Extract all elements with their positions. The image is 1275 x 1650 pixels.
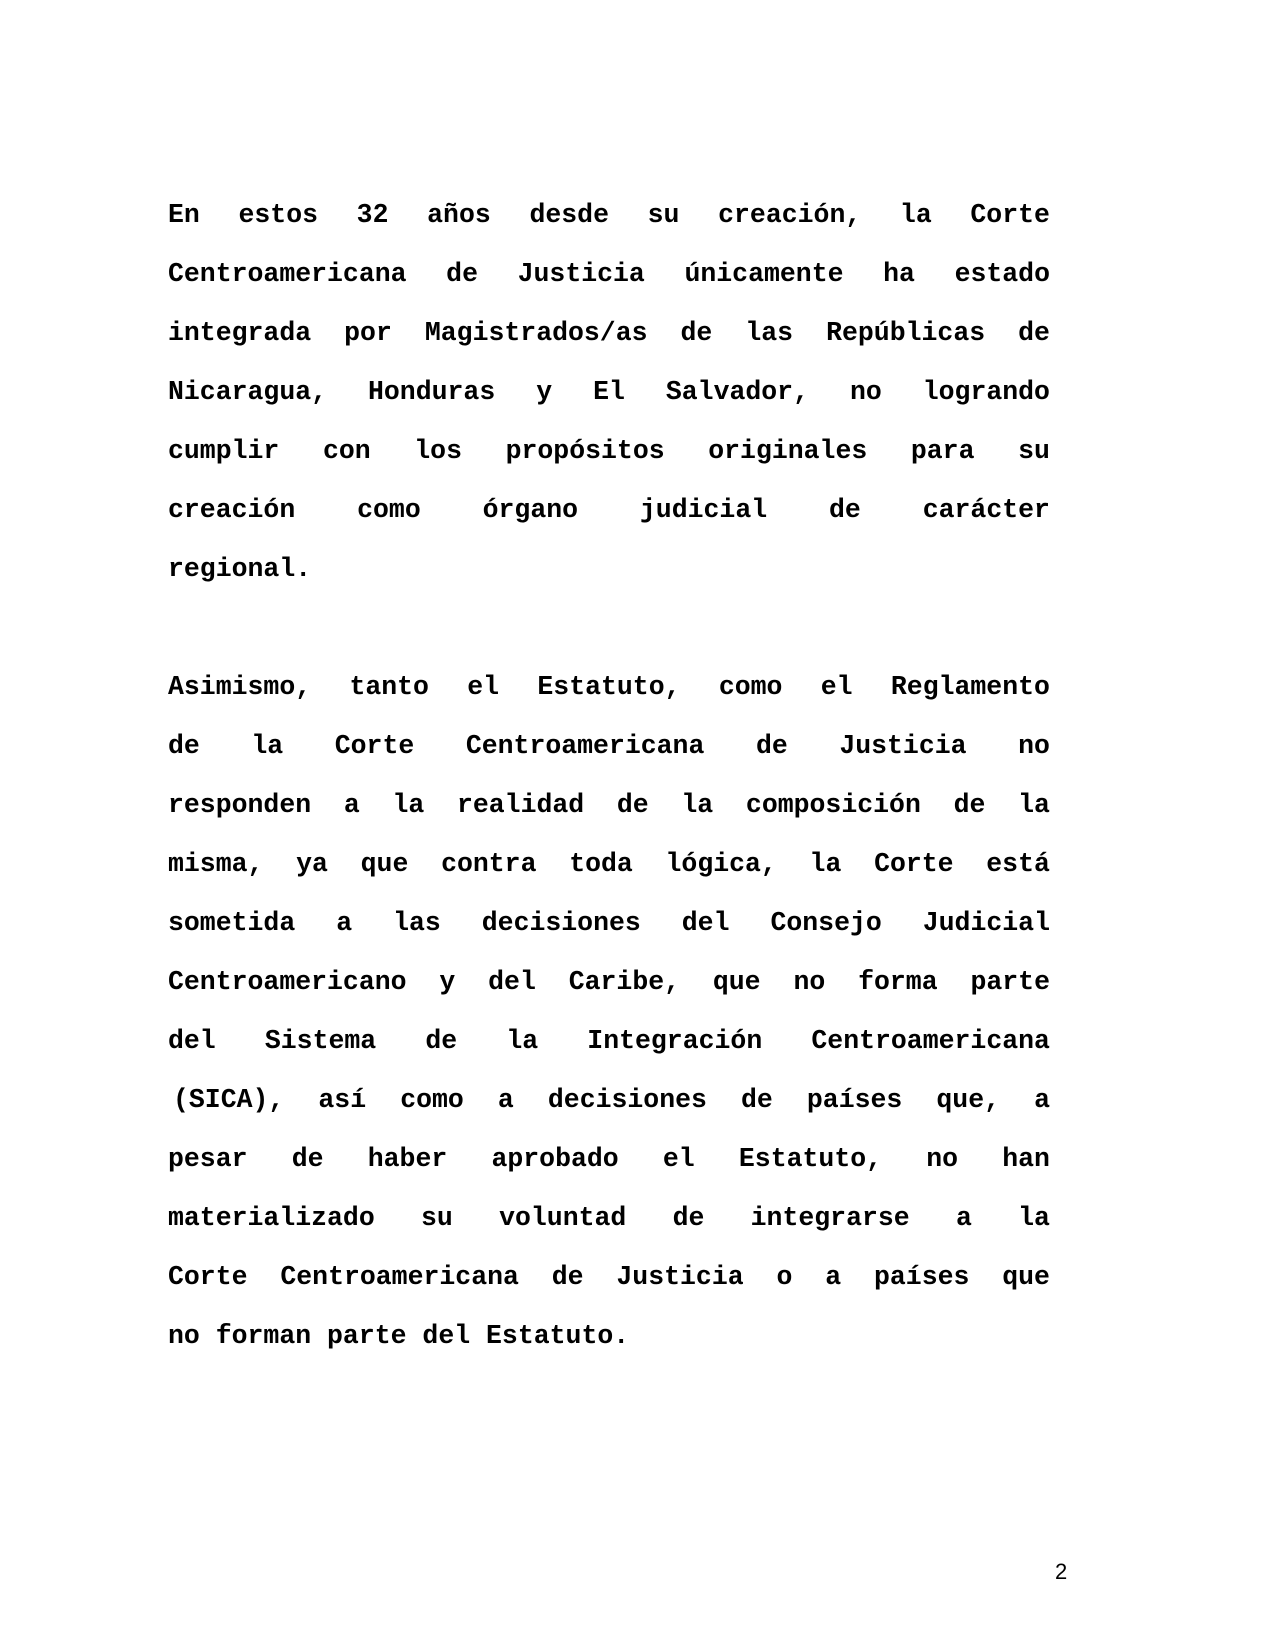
word: sometida bbox=[168, 908, 296, 938]
word: el bbox=[467, 672, 500, 702]
word: lógica, bbox=[665, 849, 777, 879]
word: Honduras bbox=[368, 377, 496, 407]
word: órgano bbox=[482, 495, 579, 525]
text-line bbox=[168, 776, 1050, 835]
word: creación bbox=[168, 495, 296, 525]
word: su bbox=[647, 200, 680, 230]
word: la bbox=[392, 790, 425, 820]
word: forman bbox=[215, 1321, 312, 1351]
word: En bbox=[168, 200, 200, 230]
word: Centroamericana bbox=[168, 259, 407, 289]
word: y bbox=[536, 377, 553, 407]
word: de bbox=[616, 790, 649, 820]
word: Centroamericano bbox=[168, 967, 407, 997]
word: Caribe, bbox=[568, 967, 681, 997]
word: originales bbox=[708, 436, 868, 466]
word: que bbox=[1002, 1262, 1050, 1292]
word: parte bbox=[970, 967, 1050, 997]
word: Judicial bbox=[922, 908, 1050, 938]
word: los bbox=[414, 436, 462, 466]
word: la bbox=[681, 790, 714, 820]
word: no bbox=[849, 377, 882, 407]
word: Salvador, bbox=[665, 377, 809, 407]
word: años bbox=[427, 200, 491, 230]
word: la bbox=[899, 200, 932, 230]
word: Corte bbox=[874, 849, 954, 879]
word: materializado bbox=[168, 1203, 375, 1233]
word: realidad bbox=[456, 790, 585, 820]
word: Corte bbox=[168, 1262, 248, 1292]
word: (SICA), bbox=[173, 1085, 285, 1115]
word: y bbox=[439, 967, 456, 997]
text-line bbox=[168, 953, 1050, 1012]
word: misma, bbox=[168, 849, 264, 879]
word: a bbox=[497, 1085, 514, 1115]
word: de bbox=[168, 731, 200, 761]
word: Asimismo, bbox=[168, 672, 312, 702]
word: Justicia bbox=[616, 1262, 744, 1292]
word: ya bbox=[296, 849, 328, 879]
word: contra bbox=[441, 849, 537, 879]
word: a bbox=[343, 790, 360, 820]
word: Justicia bbox=[839, 731, 967, 761]
word: no bbox=[1018, 731, 1050, 761]
word: Estatuto. bbox=[486, 1321, 630, 1351]
text-line bbox=[168, 363, 1050, 422]
word: han bbox=[1002, 1144, 1050, 1174]
word: países bbox=[806, 1085, 903, 1115]
word: logrando bbox=[922, 377, 1050, 407]
word: integrada bbox=[168, 318, 312, 348]
word: parte bbox=[327, 1321, 407, 1351]
text-line bbox=[168, 1012, 1050, 1071]
word: así bbox=[318, 1085, 367, 1115]
word: haber bbox=[367, 1144, 448, 1174]
word: decisiones bbox=[547, 1085, 707, 1115]
word: países bbox=[873, 1262, 970, 1292]
word: únicamente bbox=[684, 259, 844, 289]
page-number: 2 bbox=[1055, 1559, 1068, 1584]
word: a bbox=[1034, 1085, 1050, 1115]
word: Sistema bbox=[264, 1026, 377, 1056]
word: carácter bbox=[922, 495, 1050, 525]
word: de bbox=[551, 1262, 584, 1292]
word: forma bbox=[858, 967, 938, 997]
text-line bbox=[168, 1130, 1050, 1189]
text-line bbox=[168, 894, 1050, 953]
word: de bbox=[425, 1026, 458, 1056]
text-line bbox=[168, 1248, 1050, 1307]
word: de bbox=[291, 1144, 324, 1174]
word: que bbox=[360, 849, 409, 879]
word: toda bbox=[569, 849, 633, 879]
word: Centroamericana bbox=[465, 731, 705, 761]
word: estado bbox=[954, 259, 1050, 289]
word: el bbox=[820, 672, 853, 702]
word: a bbox=[955, 1203, 972, 1233]
word: Centroamericana bbox=[811, 1026, 1050, 1056]
word: composición bbox=[745, 790, 921, 820]
text-line bbox=[168, 1071, 1050, 1130]
word: de bbox=[1018, 318, 1050, 348]
word: voluntad bbox=[499, 1203, 627, 1233]
text-line bbox=[168, 481, 1050, 540]
word: propósitos bbox=[505, 436, 665, 466]
word: las bbox=[393, 908, 441, 938]
word: la bbox=[1018, 790, 1050, 820]
word: está bbox=[986, 849, 1050, 879]
text-line bbox=[168, 304, 1050, 363]
word: Repúblicas bbox=[826, 318, 986, 348]
word: como bbox=[400, 1085, 464, 1115]
word: su bbox=[421, 1203, 453, 1233]
text-line bbox=[168, 422, 1050, 481]
text-line bbox=[168, 245, 1050, 304]
word: decisiones bbox=[481, 908, 641, 938]
word: Consejo bbox=[770, 908, 882, 938]
word: del bbox=[422, 1321, 471, 1351]
word: Nicaragua, bbox=[168, 377, 328, 407]
word: su bbox=[1018, 436, 1050, 466]
word: 32 bbox=[356, 200, 389, 230]
word: con bbox=[322, 436, 371, 466]
word: Corte bbox=[970, 200, 1050, 230]
word: Reglamento bbox=[890, 672, 1050, 702]
word: no bbox=[793, 967, 826, 997]
word: no bbox=[926, 1144, 959, 1174]
word: del bbox=[168, 1026, 216, 1056]
word: del bbox=[488, 967, 536, 997]
text-line bbox=[168, 658, 1050, 717]
word: o bbox=[776, 1262, 793, 1292]
document-body bbox=[168, 186, 1050, 1366]
word: de bbox=[953, 790, 986, 820]
word: creación, bbox=[718, 200, 862, 230]
word: la bbox=[809, 849, 842, 879]
word: de bbox=[755, 731, 788, 761]
word: regional. bbox=[168, 554, 312, 584]
word: aprobado bbox=[491, 1144, 619, 1174]
word: tanto bbox=[349, 672, 429, 702]
word: de bbox=[680, 318, 713, 348]
paragraph bbox=[168, 658, 1050, 1366]
word: responden bbox=[168, 790, 312, 820]
word: para bbox=[910, 436, 975, 466]
word: ha bbox=[883, 259, 915, 289]
word: Magistrados/as bbox=[424, 318, 648, 348]
word: Estatuto, bbox=[537, 672, 681, 702]
word: las bbox=[745, 318, 794, 348]
text-line bbox=[168, 1189, 1050, 1248]
word: no bbox=[168, 1321, 200, 1351]
word: Corte bbox=[334, 731, 415, 761]
word: desde bbox=[529, 200, 609, 230]
word: Centroamericana bbox=[280, 1262, 519, 1292]
word: Estatuto, bbox=[738, 1144, 883, 1174]
paragraph bbox=[168, 186, 1050, 599]
word: de bbox=[829, 495, 861, 525]
text-line bbox=[168, 1307, 1050, 1366]
word: pesar bbox=[168, 1144, 248, 1174]
word: de bbox=[672, 1203, 705, 1233]
word: por bbox=[344, 318, 392, 348]
word: de bbox=[741, 1085, 773, 1115]
text-line bbox=[168, 186, 1050, 245]
word: cumplir bbox=[168, 436, 280, 466]
word: como bbox=[718, 672, 783, 702]
word: Integración bbox=[587, 1026, 763, 1056]
word: como bbox=[357, 495, 421, 525]
text-line bbox=[168, 717, 1050, 776]
word: la bbox=[1018, 1203, 1050, 1233]
word: que, bbox=[936, 1085, 1001, 1115]
word: Justicia bbox=[517, 259, 645, 289]
word: estos bbox=[238, 200, 318, 230]
word: integrarse bbox=[750, 1203, 910, 1233]
word: la bbox=[506, 1026, 539, 1056]
word: a bbox=[336, 908, 353, 938]
word: la bbox=[251, 731, 284, 761]
text-line bbox=[168, 835, 1050, 894]
word: a bbox=[825, 1262, 842, 1292]
word: que bbox=[712, 967, 761, 997]
word: El bbox=[593, 377, 625, 407]
word: el bbox=[662, 1144, 695, 1174]
word: judicial bbox=[639, 495, 768, 525]
word: del bbox=[681, 908, 730, 938]
text-line bbox=[168, 540, 1050, 599]
word: de bbox=[446, 259, 478, 289]
